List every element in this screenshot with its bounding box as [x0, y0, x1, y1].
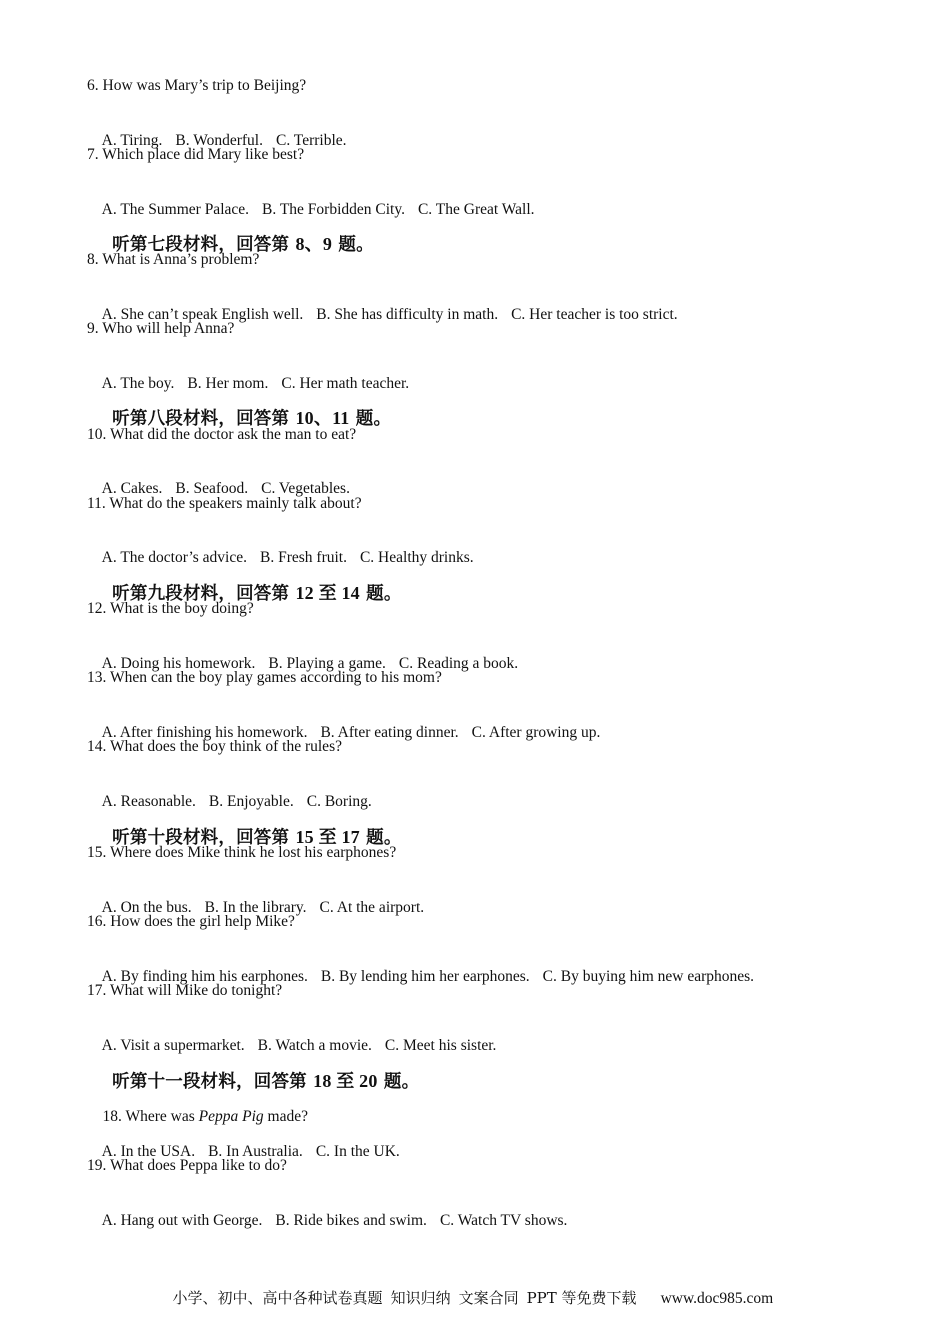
heading-prefix: 听第十段材料，回答第	[112, 828, 296, 848]
footer-url-link[interactable]: www.doc985.com	[660, 1290, 774, 1307]
option-c: C. Reading a book.	[398, 655, 519, 672]
option-a: A. Doing his homework.	[101, 655, 256, 672]
heading-suffix: 题。	[332, 235, 374, 255]
footer-segment: 文案合同	[458, 1289, 519, 1307]
option-b: B. Watch a movie.	[257, 1037, 372, 1054]
option-a: A. On the bus.	[101, 899, 192, 916]
option-c: C. Her math teacher.	[281, 375, 410, 392]
option-a: A. Cakes.	[101, 480, 163, 497]
option-c: C. Meet his sister.	[384, 1037, 497, 1054]
option-c: C. Terrible.	[276, 132, 347, 149]
option-b: B. She has difficulty in math.	[316, 306, 499, 323]
heading-suffix: 题。	[377, 1072, 420, 1092]
heading-prefix: 听第七段材料，回答第	[112, 235, 296, 255]
footer-segment: 小学、初中、高中各种试卷真题	[172, 1289, 383, 1307]
question-15-stem: 15. Where does Mike think he lost his earphones?	[87, 844, 397, 861]
option-b: B. After eating dinner.	[320, 724, 459, 741]
question-19-stem: 19. What does Peppa like to do?	[87, 1157, 287, 1174]
option-b: B. Her mom.	[187, 375, 269, 392]
option-a: A. She can’t speak English well.	[101, 306, 304, 323]
option-b: B. The Forbidden City.	[262, 201, 405, 218]
option-b: B. Playing a game.	[268, 655, 386, 672]
option-a: A. Reasonable.	[101, 793, 196, 810]
heading-suffix: 题。	[359, 584, 402, 604]
question-8-stem: 8. What is Anna’s problem?	[87, 251, 260, 268]
question-13-stem: 13. When can the boy play games according to his mom?	[87, 669, 442, 686]
stem-text: 18. Where was	[102, 1108, 199, 1125]
question-12-stem: 12. What is the boy doing?	[87, 600, 254, 617]
option-b: B. Fresh fruit.	[260, 549, 347, 566]
option-a: A. In the USA.	[101, 1143, 196, 1160]
question-11-stem: 11. What do the speakers mainly talk about?	[87, 495, 362, 512]
heading-nums: 10、11	[295, 408, 350, 428]
option-b: B. Wonderful.	[175, 132, 263, 149]
page-footer	[163, 1269, 773, 1308]
heading-nums: 15 至 17	[295, 827, 360, 847]
option-c: C. Her teacher is too strict.	[511, 306, 678, 323]
option-c: C. At the airport.	[319, 899, 425, 916]
footer-segment: 知识归纳	[390, 1289, 451, 1307]
question-14-stem: 14. What does the boy think of the rules?	[87, 738, 342, 755]
heading-prefix: 听第十一段材料，回答第	[112, 1072, 314, 1092]
heading-suffix: 题。	[349, 409, 392, 429]
option-c: C. After growing up.	[471, 724, 601, 741]
option-b: B. Seafood.	[175, 480, 249, 497]
heading-nums: 18 至 20	[313, 1071, 378, 1091]
heading-prefix: 听第九段材料，回答第	[112, 584, 296, 604]
heading-nums: 8、9	[295, 234, 333, 254]
option-b: B. By lending him her earphones.	[320, 968, 530, 985]
heading-suffix: 题。	[359, 828, 402, 848]
option-c: C. Boring.	[306, 793, 372, 810]
option-c: C. In the UK.	[315, 1143, 400, 1160]
option-a: A. The Summer Palace.	[101, 201, 250, 218]
option-a: A. The doctor’s advice.	[101, 549, 247, 566]
question-10-stem: 10. What did the doctor ask the man to eat?	[87, 426, 357, 443]
option-b: B. In the library.	[204, 899, 307, 916]
option-b: B. Ride bikes and swim.	[275, 1212, 427, 1229]
option-b: B. Enjoyable.	[208, 793, 294, 810]
option-a: A. Tiring.	[101, 132, 163, 149]
question-17-stem: 17. What will Mike do tonight?	[87, 982, 283, 999]
footer-segment: PPT 等免费下载	[526, 1289, 637, 1307]
heading-prefix: 听第八段材料，回答第	[112, 409, 296, 429]
option-c: C. Vegetables.	[261, 480, 350, 497]
option-c: C. Healthy drinks.	[359, 549, 474, 566]
question-16-stem: 16. How does the girl help Mike?	[87, 913, 295, 930]
question-7-stem: 7. Which place did Mary like best?	[87, 146, 305, 163]
option-a: A. The boy.	[101, 375, 175, 392]
question-19-options	[87, 1191, 567, 1251]
option-b: B. In Australia.	[208, 1143, 303, 1160]
stem-title-italic: Peppa Pig	[198, 1108, 264, 1125]
option-a: A. Hang out with George.	[101, 1212, 263, 1229]
question-6-stem: 6. How was Mary’s trip to Beijing?	[87, 77, 307, 94]
option-c: C. By buying him new earphones.	[542, 968, 755, 985]
option-c: C. Watch TV shows.	[439, 1212, 568, 1229]
heading-nums: 12 至 14	[295, 583, 360, 603]
stem-text: made?	[263, 1108, 308, 1125]
option-c: C. The Great Wall.	[417, 201, 535, 218]
option-a: A. Visit a supermarket.	[101, 1037, 245, 1054]
question-9-stem: 9. Who will help Anna?	[87, 320, 235, 337]
option-a: A. By finding him his earphones.	[101, 968, 308, 985]
option-a: A. After finishing his homework.	[101, 724, 308, 741]
